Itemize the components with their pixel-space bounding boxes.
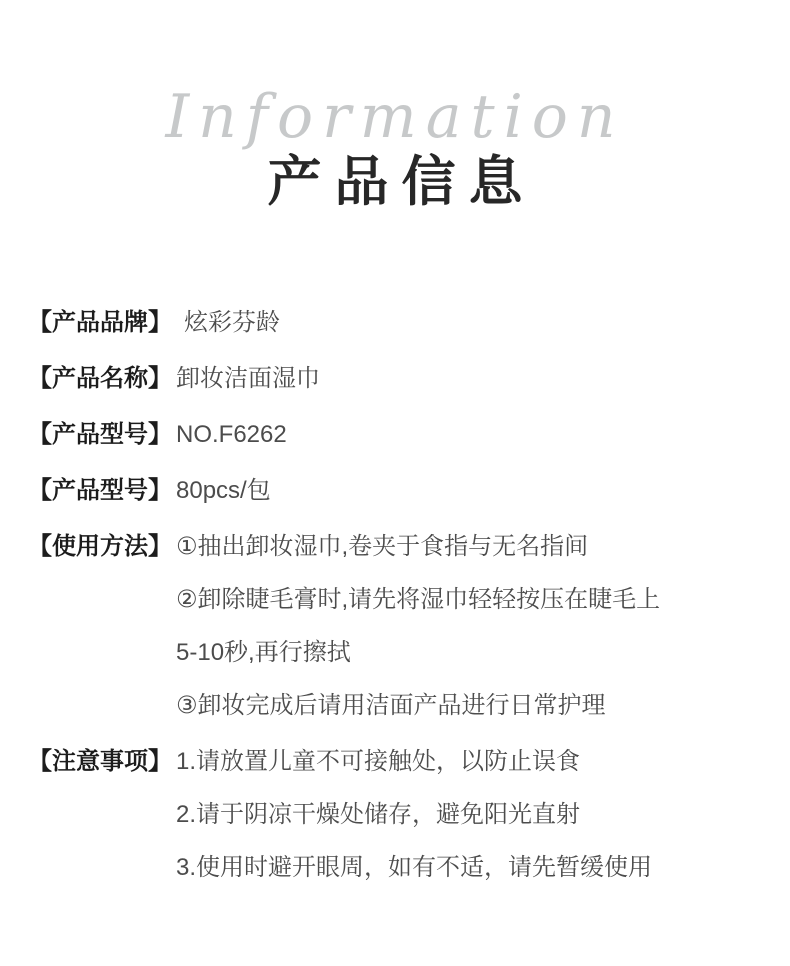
info-row-model bbox=[28, 420, 770, 450]
usage-steps bbox=[176, 532, 660, 721]
notice-item: 1.请放置儿童不可接触处，以防止误食 bbox=[176, 748, 581, 775]
decorative-script-text: Information bbox=[165, 82, 625, 152]
usage-step: ①抽出卸妆湿巾,卷夹于食指与无名指间 bbox=[176, 533, 589, 560]
field-label: 【使用方法】 bbox=[28, 533, 172, 560]
usage-step: ③卸妆完成后请用洁面产品进行日常护理 bbox=[176, 692, 606, 719]
notice-item: 3.使用时避开眼周，如有不适，请先暂缓使用 bbox=[176, 854, 653, 881]
field-label: 【注意事项】 bbox=[28, 748, 172, 775]
info-row-notice bbox=[28, 747, 770, 883]
info-list bbox=[0, 308, 790, 883]
field-label: 【产品名称】 bbox=[28, 365, 172, 392]
field-value: 卸妆洁面湿巾 bbox=[176, 365, 320, 392]
field-value: 炫彩芬龄 bbox=[184, 309, 280, 336]
info-row-name bbox=[28, 364, 770, 394]
notice-item: 2.请于阴凉干燥处储存，避免阳光直射 bbox=[176, 801, 581, 828]
info-row-brand bbox=[28, 308, 770, 338]
field-label: 【产品型号】 bbox=[28, 477, 172, 504]
usage-step: ②卸除睫毛膏时,请先将湿巾轻轻按压在睫毛上 bbox=[176, 586, 661, 613]
page-header bbox=[0, 0, 790, 212]
field-label: 【产品品牌】 bbox=[28, 309, 172, 336]
notice-items bbox=[176, 747, 652, 883]
page-title: 产品信息 bbox=[267, 152, 536, 212]
field-value: 80pcs/包 bbox=[176, 477, 271, 504]
field-label: 【产品型号】 bbox=[28, 421, 172, 448]
usage-step: 5-10秒,再行擦拭 bbox=[176, 639, 351, 666]
info-row-quantity bbox=[28, 476, 770, 506]
field-value: NO.F6262 bbox=[176, 421, 287, 448]
info-row-usage bbox=[28, 532, 770, 721]
